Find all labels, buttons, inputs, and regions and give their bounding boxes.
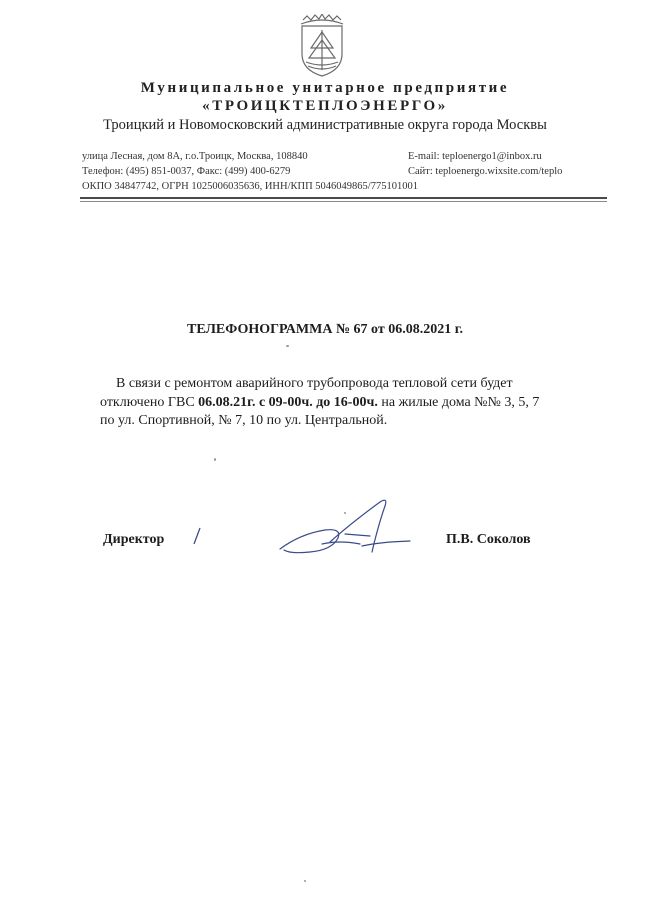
- contact-address: улица Лесная, дом 8А, г.о.Троицк, Москва, 108840: [82, 151, 308, 162]
- body-line-2-suffix: на жилые дома №№ 3, 5, 7: [377, 394, 540, 410]
- scan-speck: [304, 880, 306, 882]
- signatory-position: Директор: [103, 532, 165, 547]
- document-title: ТЕЛЕФОНОГРАММА № 67 от 06.08.2021 г.: [187, 322, 463, 337]
- signatory-name: П.В. Соколов: [446, 532, 531, 547]
- scan-speck: [214, 458, 216, 461]
- body-line-2: [100, 394, 580, 413]
- contact-email: E-mail: teploenergo1@inbox.ru: [408, 151, 542, 162]
- outage-period: 06.08.21г. с 09-00ч. до 16-00ч.: [198, 394, 378, 410]
- contact-registration-ids: ОКПО 34847742, ОГРН 1025006035636, ИНН/КПП 5046049865/775101001: [82, 181, 418, 192]
- scan-speck: [344, 512, 346, 514]
- contact-website: Сайт: teploenergo.wixsite.com/teplo: [408, 166, 563, 177]
- handwritten-signature-icon: [270, 494, 420, 564]
- header-divider: [80, 197, 607, 199]
- organization-name: «ТРОИЦКТЕПЛОЭНЕРГО»: [202, 98, 448, 114]
- contact-phone-fax: Телефон: (495) 851-0037, Факс: (499) 400-6279: [82, 166, 291, 177]
- body-line-1: В связи с ремонтом аварийного трубопровода тепловой сети будет: [116, 376, 513, 391]
- organization-type: Муниципальное унитарное предприятие: [140, 80, 510, 96]
- pen-tick-icon: [190, 526, 204, 546]
- body-line-3: по ул. Спортивной, № 7, 10 по ул. Центральной.: [100, 413, 388, 428]
- organization-district: Троицкий и Новомосковский административные округа города Москвы: [103, 117, 547, 133]
- city-coat-of-arms-icon: [297, 14, 347, 78]
- scan-speck: [286, 345, 289, 347]
- document-body: [100, 375, 580, 431]
- header-divider-thin: [80, 201, 607, 202]
- body-line-2-prefix: отключено ГВС: [100, 394, 199, 410]
